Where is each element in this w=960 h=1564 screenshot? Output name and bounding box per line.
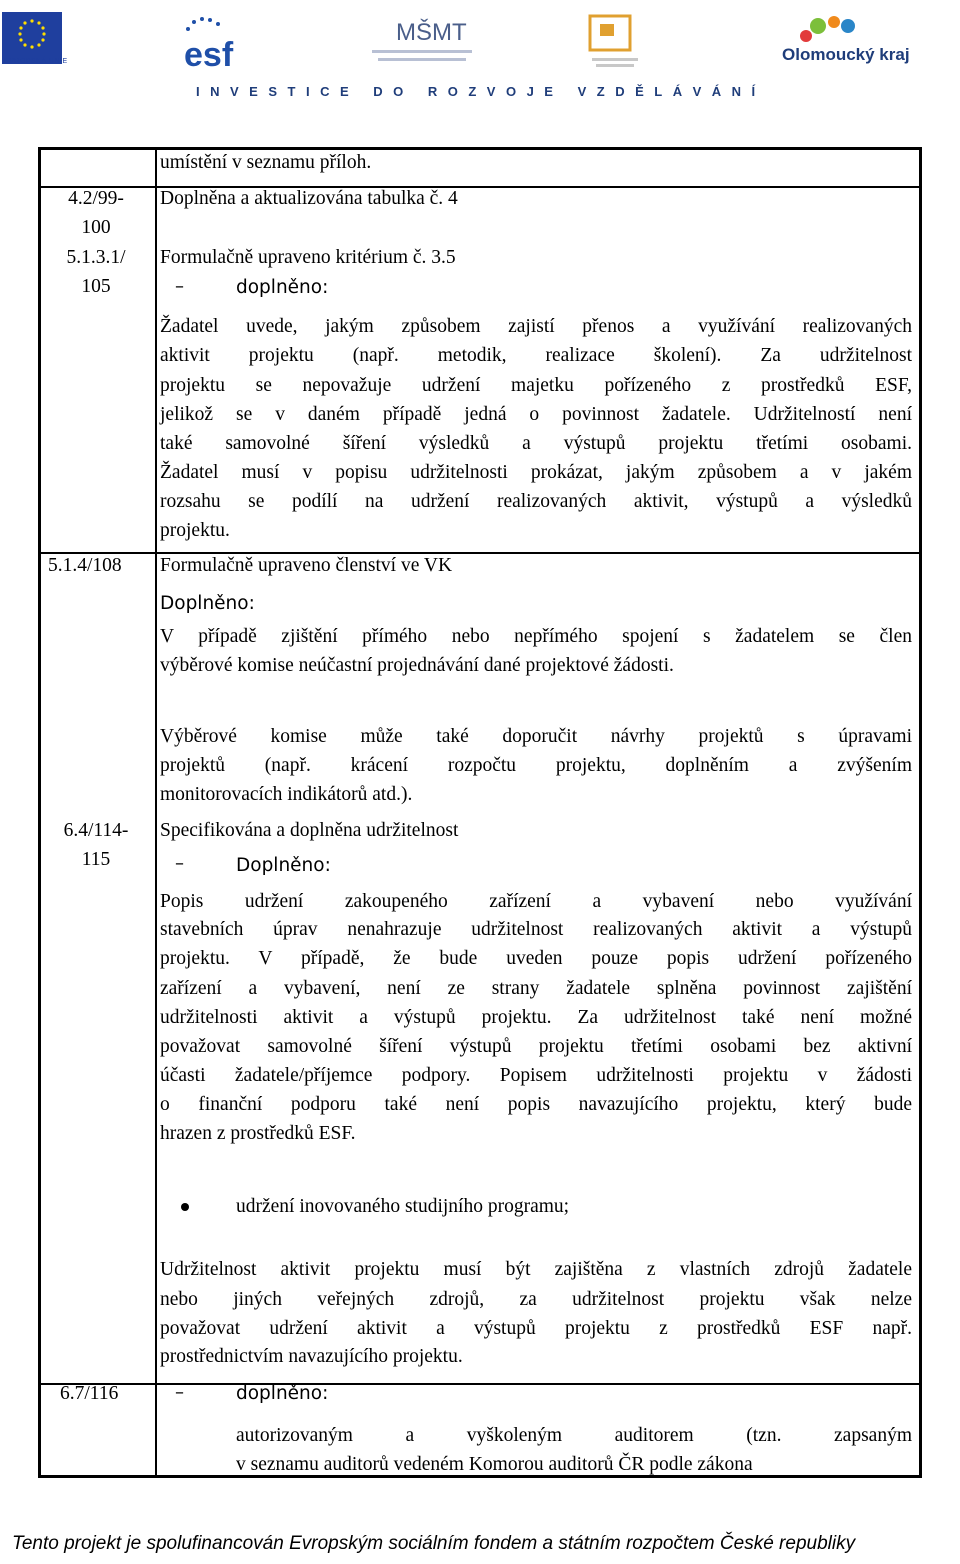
- dash-bullet: –: [175, 276, 184, 297]
- row4-line15: prostřednictvím navazujícího projektu.: [160, 1346, 463, 1367]
- row2-line6: jelikož se v daném případě jedná o povinnost žadatele. Udržitelností není: [160, 404, 912, 425]
- row4-line10: o finanční podporu také není popis navazujícího projektu, který bude: [160, 1094, 912, 1115]
- row2-line1: Formulačně upraveno kritérium č. 3.5: [160, 247, 456, 268]
- row2-line8: Žadatel musí v popisu udržitelnosti prokázat, jakým způsobem a v jakém: [160, 462, 912, 483]
- row3-line3: V případě zjištění přímého nebo nepřímého spojení s žadatelem se člen: [160, 626, 912, 647]
- row4-line8: považovat samovolné šíření výstupů projektu třetími osobami bez aktivní: [160, 1036, 912, 1057]
- row5-line3: v seznamu auditorů vedeném Komorou auditorů ČR podle zákona: [236, 1454, 753, 1475]
- logo-band: [0, 0, 960, 108]
- row3-line6: projektů (např. krácení rozpočtu projektu, doplněním a zvýšením: [160, 755, 912, 776]
- dash-bullet: –: [175, 853, 184, 874]
- row4-line14: považovat udržení aktivit a výstupů projektu z prostředků ESF např.: [160, 1318, 912, 1339]
- olomoucky-kraj-text: Olomoucký kraj: [782, 45, 910, 64]
- row2-line4: aktivit projektu (např. metodik, realizace školení). Za udržitelnost: [160, 345, 912, 366]
- row2-ref: [42, 243, 150, 301]
- column-divider: [155, 150, 157, 1475]
- row4-line5: projektu. V případě, že bude uveden pouze popis udržení pořízeného: [160, 948, 912, 969]
- eu-caption: EVROPSKÁ UNIE: [4, 58, 68, 65]
- row3-line4: výběrové komise neúčastní projednávání dané projektové žádosti.: [160, 655, 674, 676]
- esf-text: esf: [184, 36, 234, 72]
- row2-ref-line2: 105: [81, 276, 111, 297]
- row1-text: Doplněna a aktualizována tabulka č. 4: [160, 188, 458, 209]
- row4-line6: zařízení a vybavení, není ze strany žadatele splněna povinnost zajištění: [160, 978, 912, 999]
- row5-ref: 6.7/116: [60, 1383, 119, 1404]
- row4-ref-line2: 115: [81, 849, 111, 870]
- row4-line9: účasti žadatele/příjemce podpory. Popisem udržitelnosti projektu v žádosti: [160, 1065, 912, 1086]
- row3-line1: Formulačně upraveno členství ve VK: [160, 555, 453, 576]
- row4-ref-line1: 6.4/114-: [63, 820, 129, 841]
- row2-ref-line1: 5.1.3.1/: [66, 247, 126, 268]
- slogan: INVESTICE DO ROZVOJE VZDĚLÁVÁNÍ: [196, 84, 766, 99]
- row2-line7: také samovolné šíření výsledků a výstupů projektu třetími osobami.: [160, 433, 912, 454]
- row3-line7: monitorovacích indikátorů atd.).: [160, 784, 413, 805]
- row3-line2: Doplněno:: [160, 593, 255, 614]
- row-separator: [41, 1383, 919, 1385]
- row4-ref: [42, 816, 150, 874]
- row2-line5: projektu se nepovažuje udržení majetku pořízeného z prostředků ESF,: [160, 375, 912, 396]
- row4-line11: hrazen z prostředků ESF.: [160, 1123, 356, 1144]
- olomoucky-kraj-logo: [778, 14, 948, 74]
- row4-line3: Popis udržení zakoupeného zařízení a vybavení nebo využívání: [160, 891, 912, 912]
- row4-line2: Doplněno:: [236, 855, 331, 876]
- msmt-text: MŠMT: [396, 19, 467, 46]
- row5-line2: autorizovaným a vyškoleným auditorem (tzn. zapsaným: [236, 1425, 912, 1446]
- esf-logo: [180, 14, 250, 72]
- row4-line7: udržitelnosti aktivit a výstupů projektu. Za udržitelnost také není možné: [160, 1007, 912, 1028]
- row3-ref: 5.1.4/108: [48, 555, 122, 576]
- dash-bullet: –: [175, 1382, 184, 1403]
- msmt-logo: [368, 14, 478, 74]
- eu-flag-logo: [2, 12, 62, 64]
- row4-line1: Specifikována a doplněna udržitelnost: [160, 820, 459, 841]
- row5-line1: doplněno:: [236, 1383, 329, 1404]
- row2-line2: doplněno:: [236, 277, 329, 298]
- row2-line10: projektu.: [160, 520, 230, 541]
- page-footer: Tento projekt je spolufinancován Evropským sociálním fondem a státním rozpočtem České republiky: [12, 1533, 856, 1554]
- round-bullet: [181, 1203, 189, 1211]
- row1-ref-line1: 4.2/99-: [68, 188, 124, 209]
- row1-ref-line2: 100: [81, 217, 111, 238]
- op-logo: [586, 12, 646, 72]
- row2-line9: rozsahu se podílí na udržení realizovaných aktivit, výstupů a výsledků: [160, 491, 912, 512]
- row3-line5: Výběrové komise může také doporučit návrhy projektů s úpravami: [160, 726, 912, 747]
- row4-line12: Udržitelnost aktivit projektu musí být zajištěna z vlastních zdrojů žadatele: [160, 1259, 912, 1280]
- row1-ref: [42, 184, 150, 242]
- row0-text: umístění v seznamu příloh.: [160, 152, 372, 173]
- row2-line3: Žadatel uvede, jakým způsobem zajistí přenos a využívání realizovaných: [160, 316, 912, 337]
- row4-line4: stavebních úprav nenahrazuje udržitelnost realizovaných aktivit a výstupů: [160, 919, 912, 940]
- row4-line13: nebo jiných veřejných zdrojů, za udržitelnost projektu však nelze: [160, 1289, 912, 1310]
- row4-bullet-item: udržení inovovaného studijního programu;: [236, 1196, 570, 1217]
